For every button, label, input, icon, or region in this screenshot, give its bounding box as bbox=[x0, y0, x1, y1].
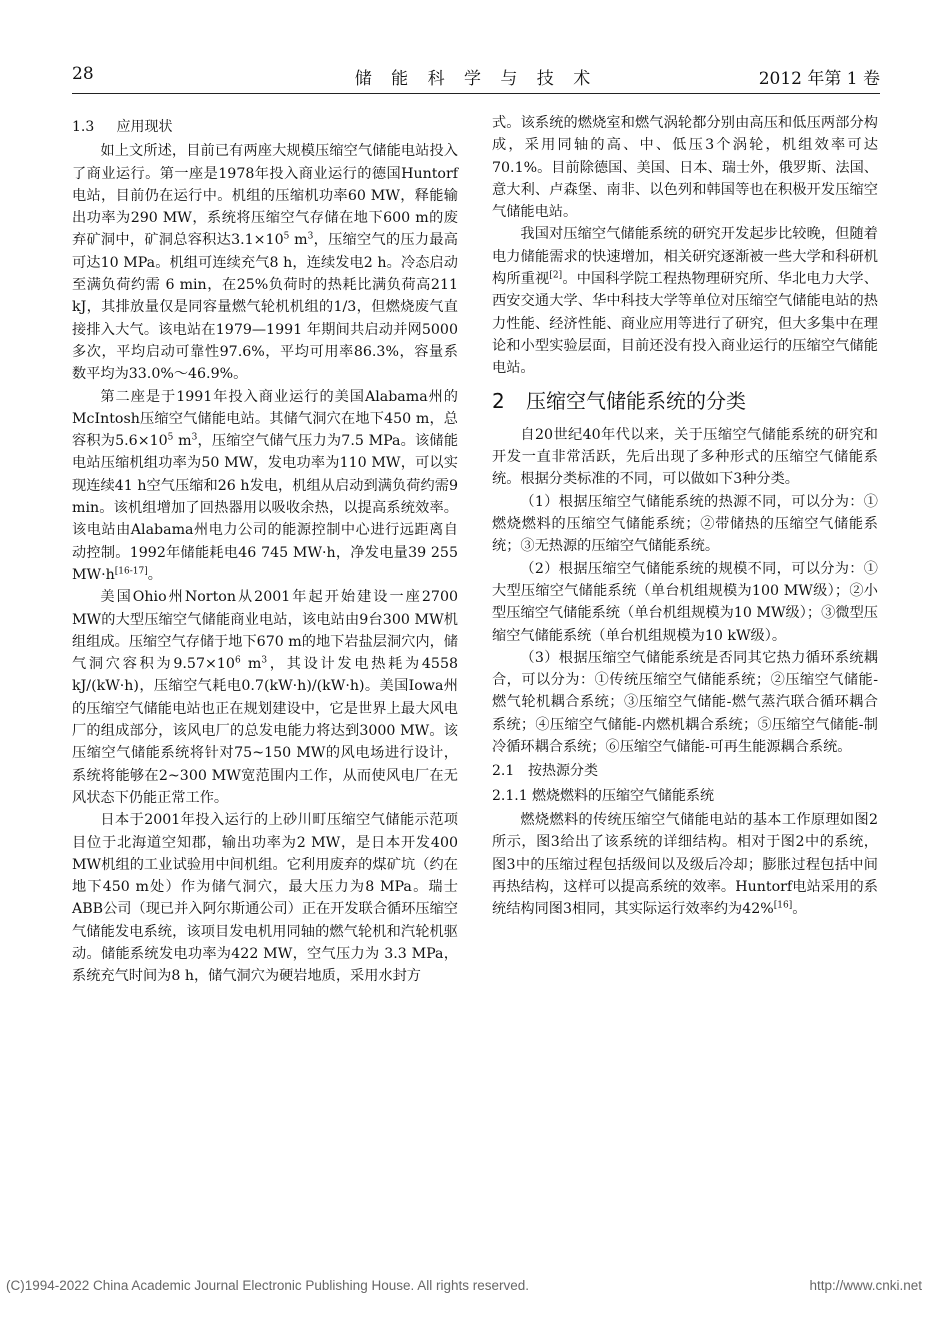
paragraph-classification-intro: 自20世纪40年代以来，关于压缩空气储能系统的研究和开发一直非常活跃，先后出现了多种形式的压缩空气储能系统。根据分类标准的不同，可以做如下3种分类。 bbox=[492, 426, 878, 488]
header-rule bbox=[72, 93, 880, 94]
section-heading-2 bbox=[492, 390, 878, 412]
section-number: 2.1.1 bbox=[492, 787, 528, 804]
citation: [2] bbox=[549, 270, 563, 281]
copyright-notice: (C)1994-2022 China Academic Journal Electronic Publishing House. All rights reserved. bbox=[6, 1278, 530, 1293]
section-heading-1-3 bbox=[72, 116, 458, 138]
journal-title: 储 能 科 学 与 技 术 bbox=[354, 69, 598, 89]
page-number: 28 bbox=[72, 64, 94, 84]
section-heading-2-1-1 bbox=[492, 785, 878, 807]
citation: [16-17] bbox=[114, 566, 148, 577]
volume-label: 2012 年第 1 卷 bbox=[758, 69, 880, 89]
section-heading-2-1 bbox=[492, 760, 878, 782]
section-number: 2 bbox=[492, 388, 505, 413]
paragraph-norton: 美国Ohio州Norton从2001年起开始建设一座2700 MW的大型压缩空气储能商业电站，该电站由9台300 MW机组组成。压缩空气存储于地下670 m的地下岩盐层洞穴内，储气洞穴容积为$9.57\times 10^6$ $m^3$，其设计发电热耗为4558 kJ/(kW·h)，压缩空气耗电0.7(kW·h)/(kW·h)。美国Iowa州的压缩空气储能电站也正在规划建设中，它是世界上最大风电厂的组成部分，该风电厂的总发电能力将达到3000 MW。该压缩空气储能系统将针对75~150 MW的风电场进行设计，系统将能够在2~300 MW宽范围内工作，从而使风电厂在无风状态下仍能正常工作。 bbox=[72, 589, 459, 806]
citation: [16] bbox=[773, 900, 793, 911]
paragraph-class-2: （2）根据压缩空气储能系统的规模不同，可以分为：①大型压缩空气储能系统（单台机组规模为100 MW级）；②小型压缩空气储能系统（单台机组规模为10 MW级）；③微型压缩空气储能系统（单台机组规模为10 kW级）。 bbox=[492, 560, 878, 644]
page-header bbox=[72, 60, 880, 88]
paragraph-huntorf: 如上文所述，目前已有两座大规模压缩空气储能电站投入了商业运行。第一座是1978年投入商业运行的德国Huntorf电站，目前仍在运行中。机组的压缩机功率60 MW，释能输出功率为290 MW，系统将压缩空气存储在地下600 m的废弃矿洞中，矿洞总容积达$3.1\times 10^5$ $m^3$，压缩空气的压力最高可达10 MPa。机组可连续充气8 h，连续发电2 h。冷态启动至满负荷约需 6 min，在25%负荷时的热耗比满负荷高211 kJ，其排放量仅是同容量燃气轮机机组的1/3，但燃烧废气直接排入大气。该电站在1979—1991 年期间共启动并网5000多次，平均启动可靠性97.6%，平均可用率86.3%，容量系数平均为33.0%～46.9%。 bbox=[72, 143, 458, 383]
cnki-link[interactable]: http://www.cnki.net bbox=[809, 1278, 922, 1293]
section-title: 压缩空气储能系统的分类 bbox=[526, 388, 746, 413]
paragraph-continued: 式。该系统的燃烧室和燃气涡轮都分别由高压和低压两部分构成，采用同轴的高、中、低压3个涡轮，机组效率可达70.1%。目前除德国、美国、日本、瑞士外，俄罗斯、法国、意大利、卢森堡、南非、以色列和韩国等也在积极开发压缩空气储能电站。 bbox=[492, 115, 878, 221]
paragraph-mcintosh: 第二座是于1991年投入商业运行的美国Alabama州的McIntosh压缩空气储能电站。其储气洞穴在地下450 m，总容积为$5.6\times 10^5$ $m^3$，压缩空气储气压力为7.5 MPa。该储能电站压缩机组功率为50 MW，发电功率为110 MW，可以实现连续41 h空气压缩和26 h发电，机组从启动到满负荷约需9 min。该机组增加了回热器用以吸收余热，以提高系统效率。该电站由Alabama州电力公司的能源控制中心进行远距离自动控制。1992年储能耗电46 745 MW·h，净发电量39 255 MW·h[16-17]。 bbox=[72, 388, 459, 583]
section-title: 应用现状 bbox=[116, 119, 173, 135]
section-title: 按热源分类 bbox=[528, 763, 598, 780]
section-title: 燃烧燃料的压缩空气储能系统 bbox=[532, 787, 714, 804]
paragraph-china: 我国对压缩空气储能系统的研究开发起步比较晚，但随着电力储能需求的快速增加，相关研究逐渐被一些大学和科研机构所重视[2]。中国科学院工程热物理研究所、华北电力大学、西安交通大学、华中科技大学等单位对压缩空气储能电站的热力性能、经济性能、商业应用等进行了研究，但大多集中在理论和小型实验层面，目前还没有投入商业运行的压缩空气储能电站。 bbox=[492, 226, 878, 377]
paragraph-class-3: （3）根据压缩空气储能系统是否同其它热力循环系统耦合，可以分为：①传统压缩空气储能系统；②压缩空气储能-燃气轮机耦合系统；③压缩空气储能-燃气蒸汽联合循环耦合系统；④压缩空气储能-内燃机耦合系统；⑤压缩空气储能-制冷循环耦合系统；⑥压缩空气储能-可再生能源耦合系统。 bbox=[492, 649, 878, 756]
paragraph-traditional-system: 燃烧燃料的传统压缩空气储能电站的基本工作原理如图2所示，图3给出了该系统的详细结构。相对于图2中的系统，图3中的压缩过程包括级间以及级后冷却；膨胀过程包括中间再热结构，这样可以提高系统的效率。Huntorf电站采用的系统结构同图3相同，其实际运行效率约为42%[16]。 bbox=[492, 811, 878, 918]
left-column bbox=[72, 112, 458, 988]
section-number: 1.3 bbox=[72, 119, 95, 135]
right-column bbox=[492, 112, 878, 920]
paragraph-class-1: （1）根据压缩空气储能系统的热源不同，可以分为：①燃烧燃料的压缩空气储能系统；②带储热的压缩空气储能系统；③无热源的压缩空气储能系统。 bbox=[492, 493, 878, 555]
section-number: 2.1 bbox=[492, 763, 515, 780]
paragraph-japan: 日本于2001年投入运行的上砂川町压缩空气储能示范项目位于北海道空知郡，输出功率为2 MW，是日本开发400 MW机组的工业试验用中间机组。它利用废弃的煤矿坑（约在地下450 m处）作为储气洞穴，最大压力为8 MPa。瑞士ABB公司（现已并入阿尔斯通公司）正在开发联合循环压缩空气储能发电系统，该项目发电机用同轴的燃气轮机和汽轮机驱动。储能系统发电功率为422 MW，空气压力为 3.3 MPa，系统充气时间为8 h，储气洞穴为硬岩地质，采用水封方 bbox=[72, 812, 458, 985]
